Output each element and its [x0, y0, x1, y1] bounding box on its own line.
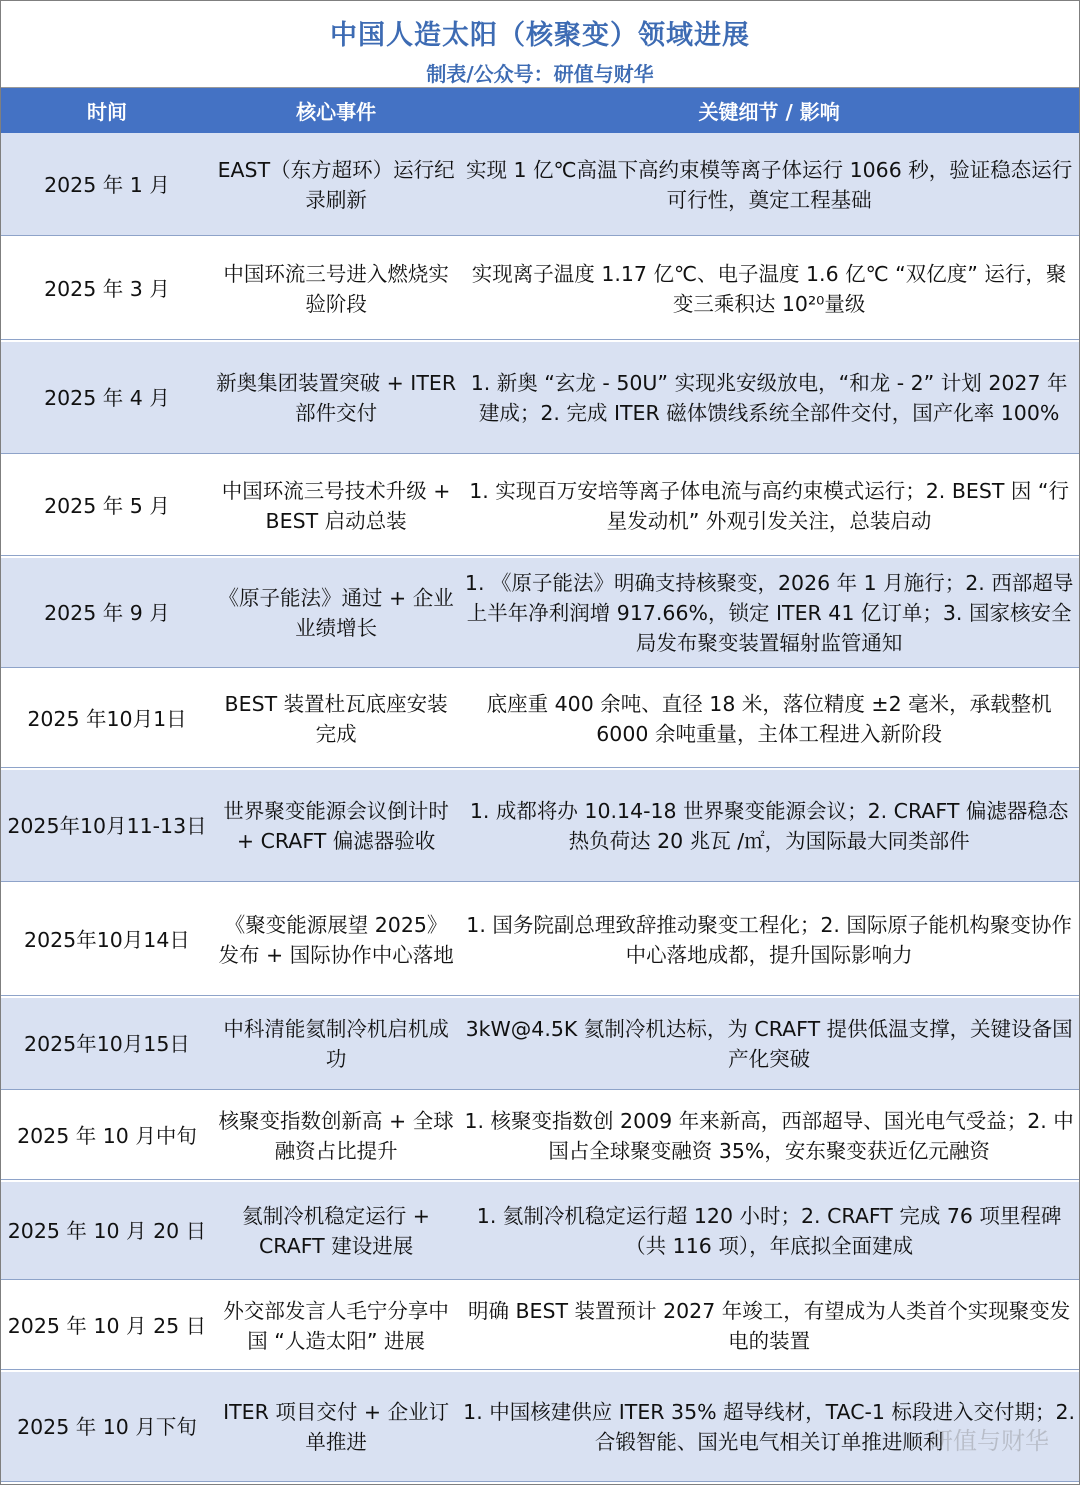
event-cell: 《聚变能源展望 2025》发布 + 国际协作中心落地	[213, 883, 459, 997]
event-cell: 外交部发言人毛宁分享中国 “人造太阳” 进展	[213, 1281, 459, 1371]
table-row	[1, 769, 1079, 883]
table-row	[1, 557, 1079, 669]
table-row	[1, 1281, 1079, 1371]
event-cell: 氦制冷机稳定运行 + CRAFT 建设进展	[213, 1181, 459, 1281]
table-row	[1, 1181, 1079, 1281]
table-row	[1, 455, 1079, 557]
table-row	[1, 1091, 1079, 1181]
detail-cell: 实现离子温度 1.17 亿℃、电子温度 1.6 亿℃ “双亿度” 运行，聚变三乘积达 10²⁰量级	[459, 237, 1079, 341]
time-cell: 2025 年 9 月	[1, 557, 213, 669]
detail-cell: 1. 中国核建供应 ITER 35% 超导线材，TAC-1 标段进入交付期；2. 合锻智能、国光电气相关订单推进顺利	[459, 1371, 1079, 1483]
table-header-row	[1, 88, 1079, 133]
time-cell: 2025 年 10 月下旬	[1, 1371, 213, 1483]
detail-cell: 底座重 400 余吨、直径 18 米，落位精度 ±2 毫米，承载整机 6000 余吨重量，主体工程进入新阶段	[459, 669, 1079, 769]
time-cell: 2025 年 10 月中旬	[1, 1091, 213, 1181]
time-cell: 2025 年 4 月	[1, 341, 213, 455]
table-row	[1, 669, 1079, 769]
event-cell: 《原子能法》通过 + 企业业绩增长	[213, 557, 459, 669]
detail-cell: 明确 BEST 装置预计 2027 年竣工，有望成为人类首个实现聚变发电的装置	[459, 1281, 1079, 1371]
time-cell: 2025年10月11-13日	[1, 769, 213, 883]
detail-cell: 1. 核聚变指数创 2009 年来新高，西部超导、国光电气受益；2. 中国占全球聚变融资 35%，安东聚变获近亿元融资	[459, 1091, 1079, 1181]
detail-cell: 1. 氦制冷机稳定运行超 120 小时；2. CRAFT 完成 76 项里程碑（共 116 项），年底拟全面建成	[459, 1181, 1079, 1281]
detail-cell: 1. 《原子能法》明确支持核聚变，2026 年 1 月施行；2. 西部超导上半年净利润增 917.66%，锁定 ITER 41 亿订单；3. 国家核安全局发布聚变装置辐射监管通知	[459, 557, 1079, 669]
time-cell: 2025 年 5 月	[1, 455, 213, 557]
event-cell: 中科清能氦制冷机启机成功	[213, 997, 459, 1091]
time-cell: 2025 年10月1日	[1, 669, 213, 769]
page-title: 中国人造太阳（核聚变）领域进展	[330, 20, 750, 51]
event-cell: 新奥集团装置突破 + ITER 部件交付	[213, 341, 459, 455]
event-cell: 中国环流三号技术升级 + BEST 启动总装	[213, 455, 459, 557]
detail-cell: 1. 实现百万安培等离子体电流与高约束模式运行；2. BEST 因 “行星发动机” 外观引发关注，总装启动	[459, 455, 1079, 557]
event-cell: BEST 装置杜瓦底座安装完成	[213, 669, 459, 769]
table-row	[1, 237, 1079, 341]
watermark: 研值与财华	[929, 1427, 1049, 1455]
time-cell: 2025年10月15日	[1, 997, 213, 1091]
table-row	[1, 883, 1079, 997]
detail-cell: 1. 新奥 “玄龙 - 50U” 实现兆安级放电，“和龙 - 2” 计划 2027 年建成；2. 完成 ITER 磁体馈线系统全部件交付，国产化率 100%	[459, 341, 1079, 455]
column-header-time: 时间	[1, 88, 213, 133]
time-cell: 2025 年 1 月	[1, 133, 213, 237]
table-row	[1, 1371, 1079, 1483]
column-header-event: 核心事件	[213, 88, 459, 133]
detail-cell: 1. 成都将办 10.14-18 世界聚变能源会议；2. CRAFT 偏滤器稳态热负荷达 20 兆瓦 /㎡，为国际最大同类部件	[459, 769, 1079, 883]
page-subtitle: 制表/公众号：研值与财华	[426, 62, 654, 86]
event-cell: EAST（东方超环）运行纪录刷新	[213, 133, 459, 237]
time-cell: 2025 年 3 月	[1, 237, 213, 341]
title-block	[1, 1, 1079, 88]
detail-cell: 1. 国务院副总理致辞推动聚变工程化；2. 国际原子能机构聚变协作中心落地成都，提升国际影响力	[459, 883, 1079, 997]
event-cell: ITER 项目交付 + 企业订单推进	[213, 1371, 459, 1483]
event-cell: 中国环流三号进入燃烧实验阶段	[213, 237, 459, 341]
time-cell: 2025 年 10 月 25 日	[1, 1281, 213, 1371]
time-cell: 2025年10月14日	[1, 883, 213, 997]
table-row	[1, 997, 1079, 1091]
column-header-detail: 关键细节 / 影响	[459, 88, 1079, 133]
time-cell: 2025 年 10 月 20 日	[1, 1181, 213, 1281]
table-row	[1, 133, 1079, 237]
event-cell: 世界聚变能源会议倒计时 + CRAFT 偏滤器验收	[213, 769, 459, 883]
progress-table	[1, 88, 1079, 1484]
detail-cell: 3kW@4.5K 氦制冷机达标，为 CRAFT 提供低温支撑，关键设备国产化突破	[459, 997, 1079, 1091]
event-cell: 核聚变指数创新高 + 全球融资占比提升	[213, 1091, 459, 1181]
table-row	[1, 341, 1079, 455]
detail-cell: 实现 1 亿℃高温下高约束模等离子体运行 1066 秒，验证稳态运行可行性，奠定工程基础	[459, 133, 1079, 237]
